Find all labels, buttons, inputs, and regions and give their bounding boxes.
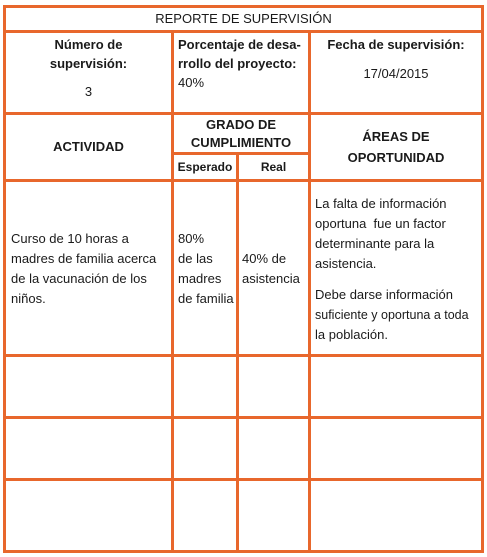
row1-actividad-line1: Curso de 10 horas a [11, 231, 129, 246]
row1-esperado-line2: de las [178, 251, 213, 266]
row2-actividad-cell [3, 354, 174, 419]
fecha-cell [308, 30, 484, 115]
row1-areas-p2-line1: Debe darse información [315, 287, 454, 302]
grado-header [171, 112, 311, 155]
numero-value: 3 [84, 84, 93, 99]
porcentaje-label-line2: rrollo del proyecto: [178, 56, 297, 71]
numero-label-line1: Número de [54, 37, 123, 52]
row4-actividad-cell [3, 478, 174, 553]
row1-actividad-line2: madres de familia acerca [11, 251, 157, 266]
areas-header [308, 112, 484, 182]
row1-esperado-line3: madres [178, 271, 222, 286]
row1-real-line2: asistencia [242, 271, 300, 286]
porcentaje-cell [171, 30, 311, 115]
row1-real-line1: 40% de [242, 251, 287, 266]
row1-esperado-line1: 80% [178, 231, 205, 246]
areas-header-line2: OPORTUNIDAD [347, 150, 445, 165]
actividad-header-label: ACTIVIDAD [53, 139, 124, 154]
row4-areas-cell [308, 478, 484, 553]
row2-esperado-cell [171, 354, 239, 419]
grado-header-line2: CUMPLIMIENTO [190, 135, 292, 150]
row1-areas-p1-line1: La falta de información [315, 196, 447, 211]
row1-areas-p1-line4: asistencia. [315, 256, 377, 271]
row1-areas-p1-line3: determinante para la [315, 236, 435, 251]
row1-areas-p2-line2: suficiente y oportuna a toda [315, 308, 469, 322]
fecha-value: 17/04/2015 [363, 66, 429, 81]
actividad-header [3, 112, 174, 182]
row3-real-cell [236, 416, 311, 481]
row4-esperado-cell [171, 478, 239, 553]
porcentaje-value: 40% [178, 75, 205, 90]
row1-real-cell [236, 179, 311, 357]
row1-areas-cell [308, 179, 484, 357]
real-header [236, 152, 311, 182]
esperado-header [171, 152, 239, 182]
row4-real-cell [236, 478, 311, 553]
row2-areas-cell [308, 354, 484, 419]
row3-esperado-cell [171, 416, 239, 481]
row1-esperado-cell [171, 179, 239, 357]
row1-areas-p2-line3: la población. [315, 327, 388, 342]
grado-header-line1: GRADO DE [205, 117, 277, 132]
title-cell [3, 5, 484, 33]
numero-label-line2: supervisión: [49, 56, 128, 71]
row1-actividad-line3: de la vacunación de los [11, 271, 147, 286]
row1-actividad-line4: niños. [11, 291, 46, 306]
numero-cell [3, 30, 174, 115]
report-title: REPORTE DE SUPERVISIÓN [155, 11, 332, 26]
row1-areas-p1-line2: oportuna fue un factor [315, 216, 446, 231]
row3-areas-cell [308, 416, 484, 481]
esperado-header-label: Esperado [177, 160, 233, 174]
porcentaje-label-line1: Porcentaje de desa- [178, 37, 301, 52]
fecha-label: Fecha de supervisión: [327, 37, 465, 52]
real-header-label: Real [260, 160, 287, 174]
areas-header-line1: ÁREAS DE [362, 129, 430, 144]
row1-actividad-cell [3, 179, 174, 357]
row2-real-cell [236, 354, 311, 419]
row3-actividad-cell [3, 416, 174, 481]
row1-esperado-line4: de familia [178, 291, 234, 306]
